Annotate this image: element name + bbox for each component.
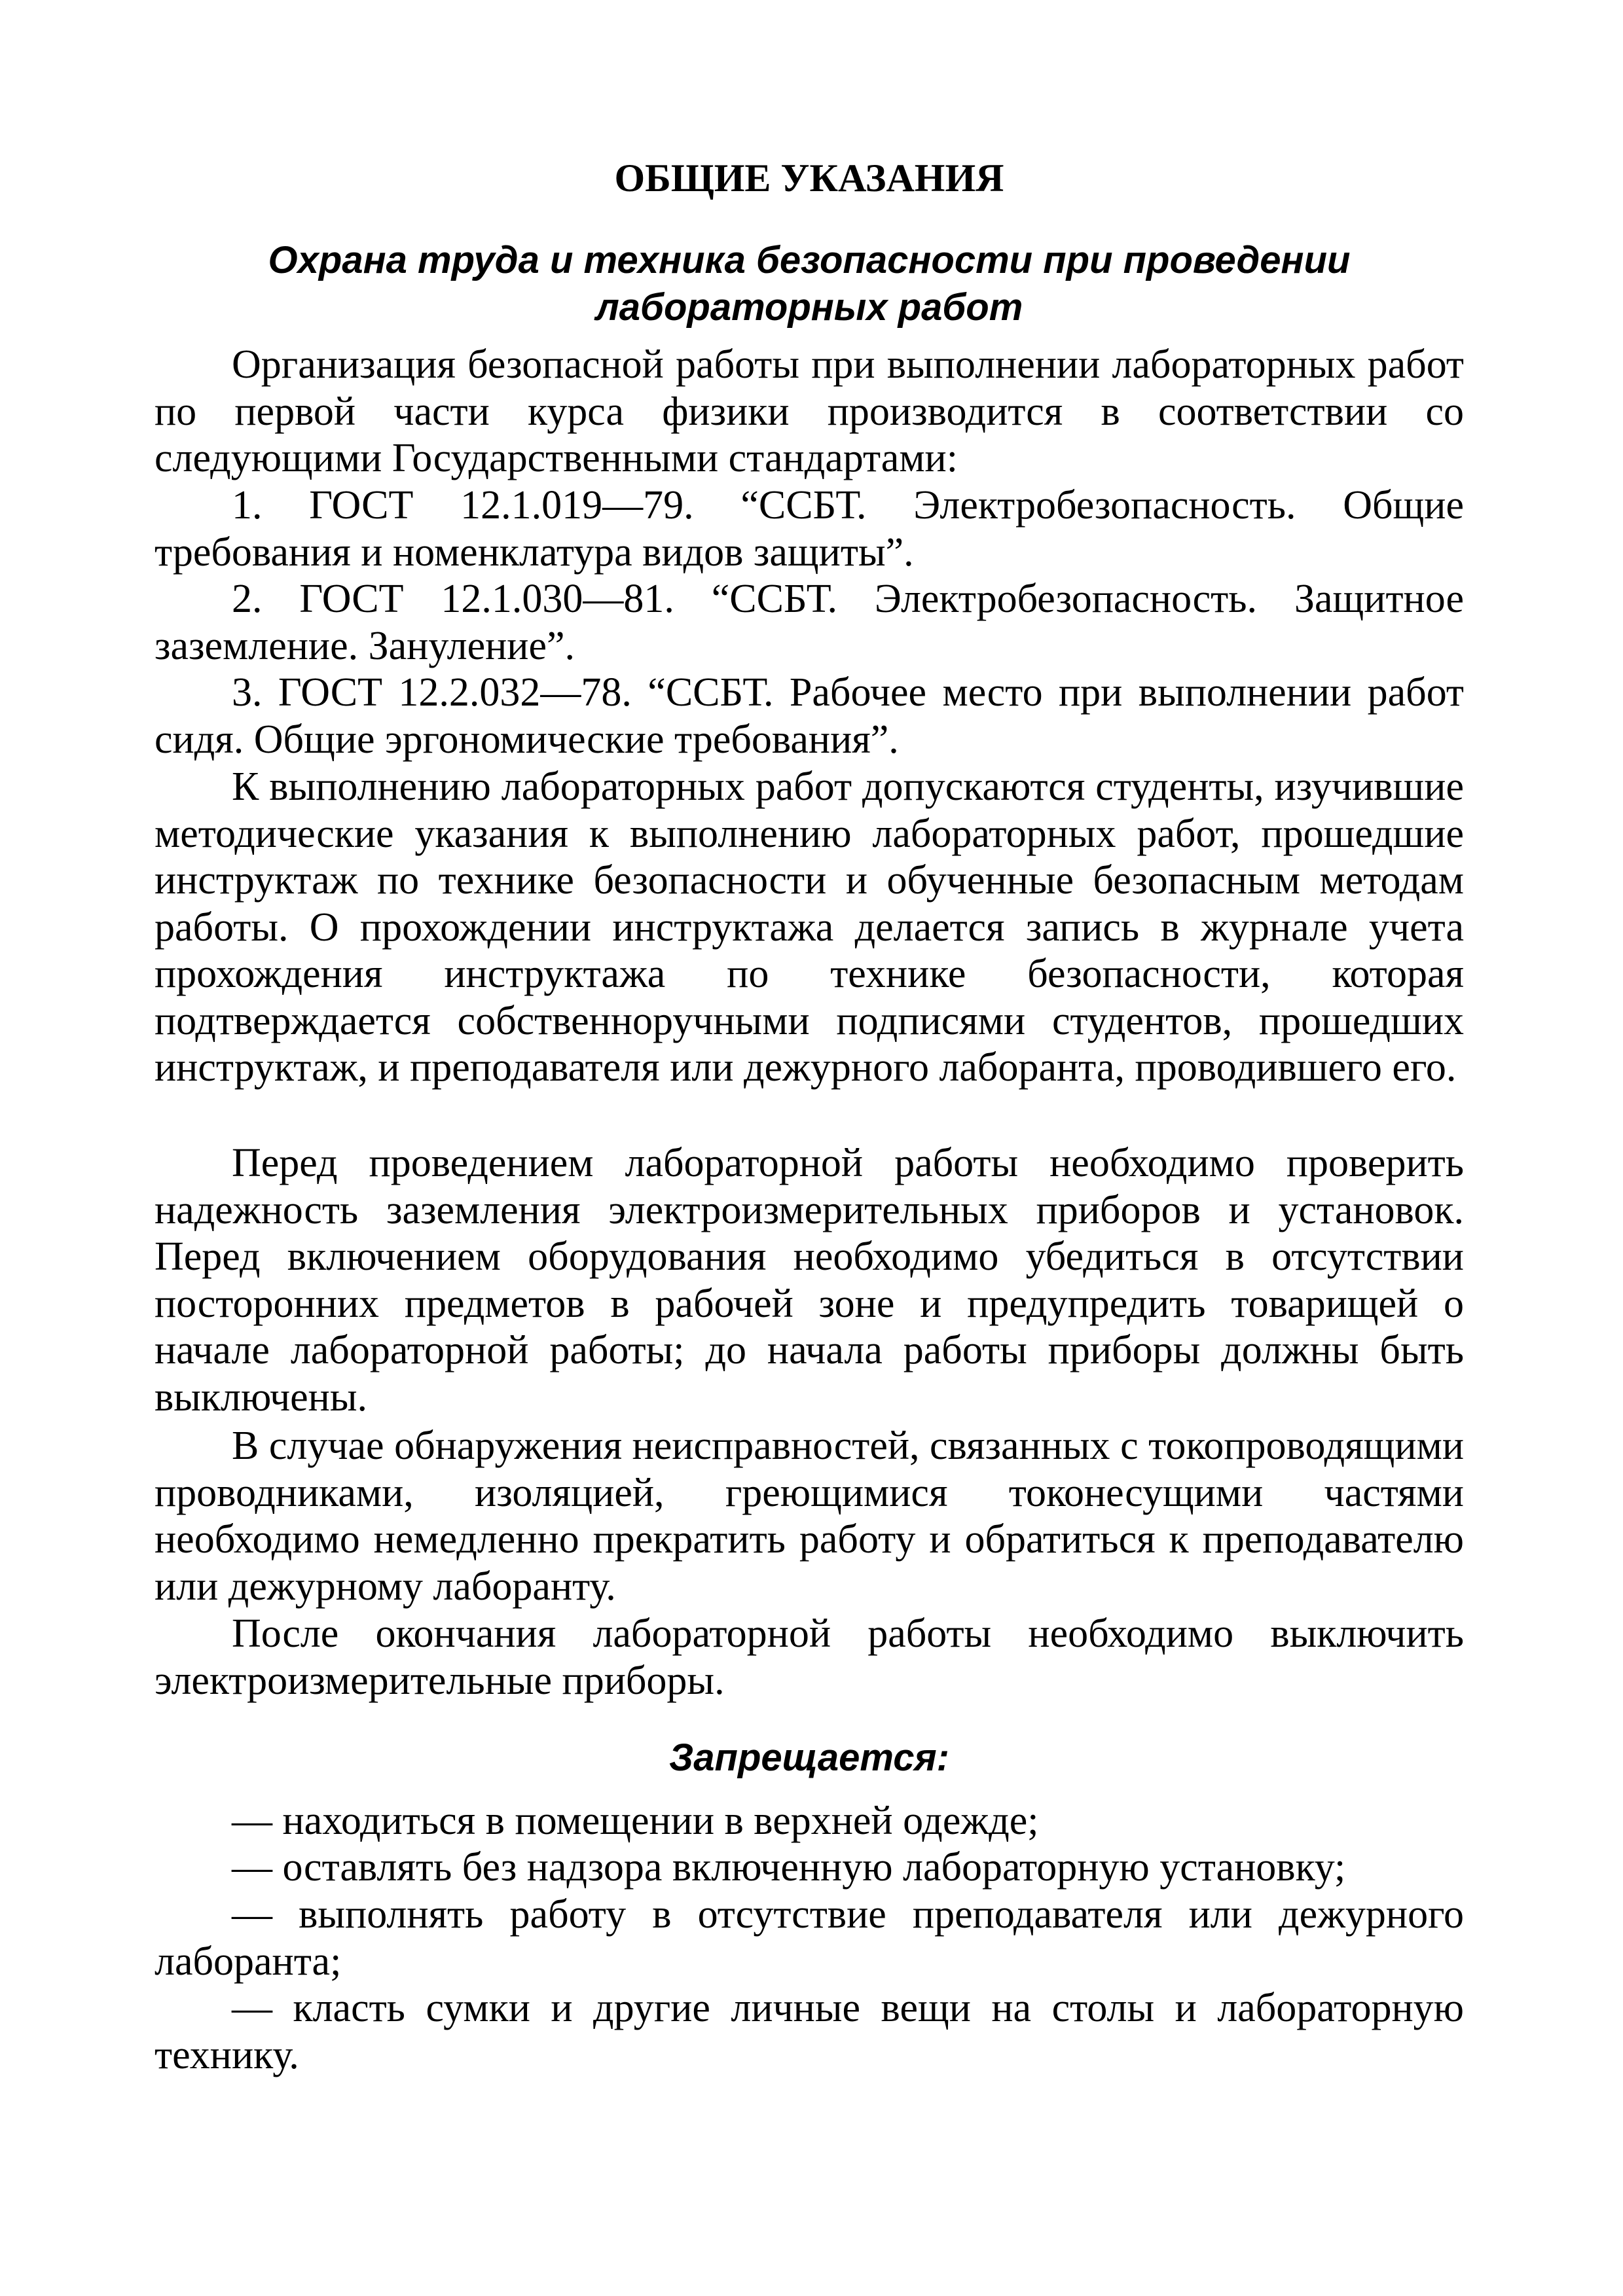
safety-heading-line2: лабораторных работ [595, 286, 1023, 329]
safety-heading-line1: Охрана труда и техника безопасности при проведении [268, 239, 1351, 281]
admission-paragraph: К выполнению лабораторных работ допускаются студенты, изучившие методические указания к выполнению лабораторных работ, прошедшие инструктаж по технике безопасности и обученные безопасным методам работы. О прохождении инструктажа делается запись в журнале учета прохождения инструктажа по технике безопасности, которая подтверждается собственноручными подписями студентов, прошедших инструктаж, и преподавателя или дежурного лаборанта, проводившего его. [155, 764, 1464, 1090]
prohibited-heading: Запрещается: [669, 1736, 949, 1779]
before-work-paragraph: Перед проведением лабораторной работы необходимо проверить надежность заземления электроизмерительных приборов и установок. Перед включением оборудования необходимо убедиться в отсутствии посторонних предметов в рабочей зоне и предупредить товарищей о начале лабораторной работы; до начала работы приборы должны быть выключены. [155, 1141, 1464, 1420]
intro-paragraph: Организация безопасной работы при выполнении лабораторных работ по первой части курса физики производится в соответствии со следующими Государственными стандартами: [155, 342, 1464, 480]
prohibited-item-3: — выполнять работу в отсутствие преподавателя или дежурного лаборанта; [155, 1892, 1464, 1984]
standard-item-2: 2. ГОСТ 12.1.030—81. “ССБТ. Электробезопасность. Защитное заземление. Зануление”. [155, 577, 1464, 668]
prohibited-item-2: — оставлять без надзора включенную лабораторную установку; [232, 1845, 1346, 1890]
standard-item-1: 1. ГОСТ 12.1.019—79. “ССБТ. Электробезопасность. Общие требования и номенклатура видов защиты”. [155, 483, 1464, 575]
prohibited-item-4: — класть сумки и другие личные вещи на столы и лабораторную технику. [155, 1986, 1464, 2077]
safety-heading [155, 237, 1464, 331]
standard-item-3: 3. ГОСТ 12.2.032—78. “ССБТ. Рабочее место при выполнении работ сидя. Общие эргономические требования”. [155, 670, 1464, 762]
after-work-paragraph: После окончания лабораторной работы необходимо выключить электроизмерительные приборы. [155, 1611, 1464, 1703]
page-title: ОБЩИЕ УКАЗАНИЯ [614, 156, 1004, 200]
prohibited-item-1: — находиться в помещении в верхней одежде; [232, 1799, 1039, 1843]
faults-paragraph: В случае обнаружения неисправностей, связанных с токопроводящими проводниками, изоляцией, греющимися токонесущими частями необходимо немедленно прекратить работу и обратиться к преподавателю или дежурному лаборанту. [155, 1424, 1464, 1609]
